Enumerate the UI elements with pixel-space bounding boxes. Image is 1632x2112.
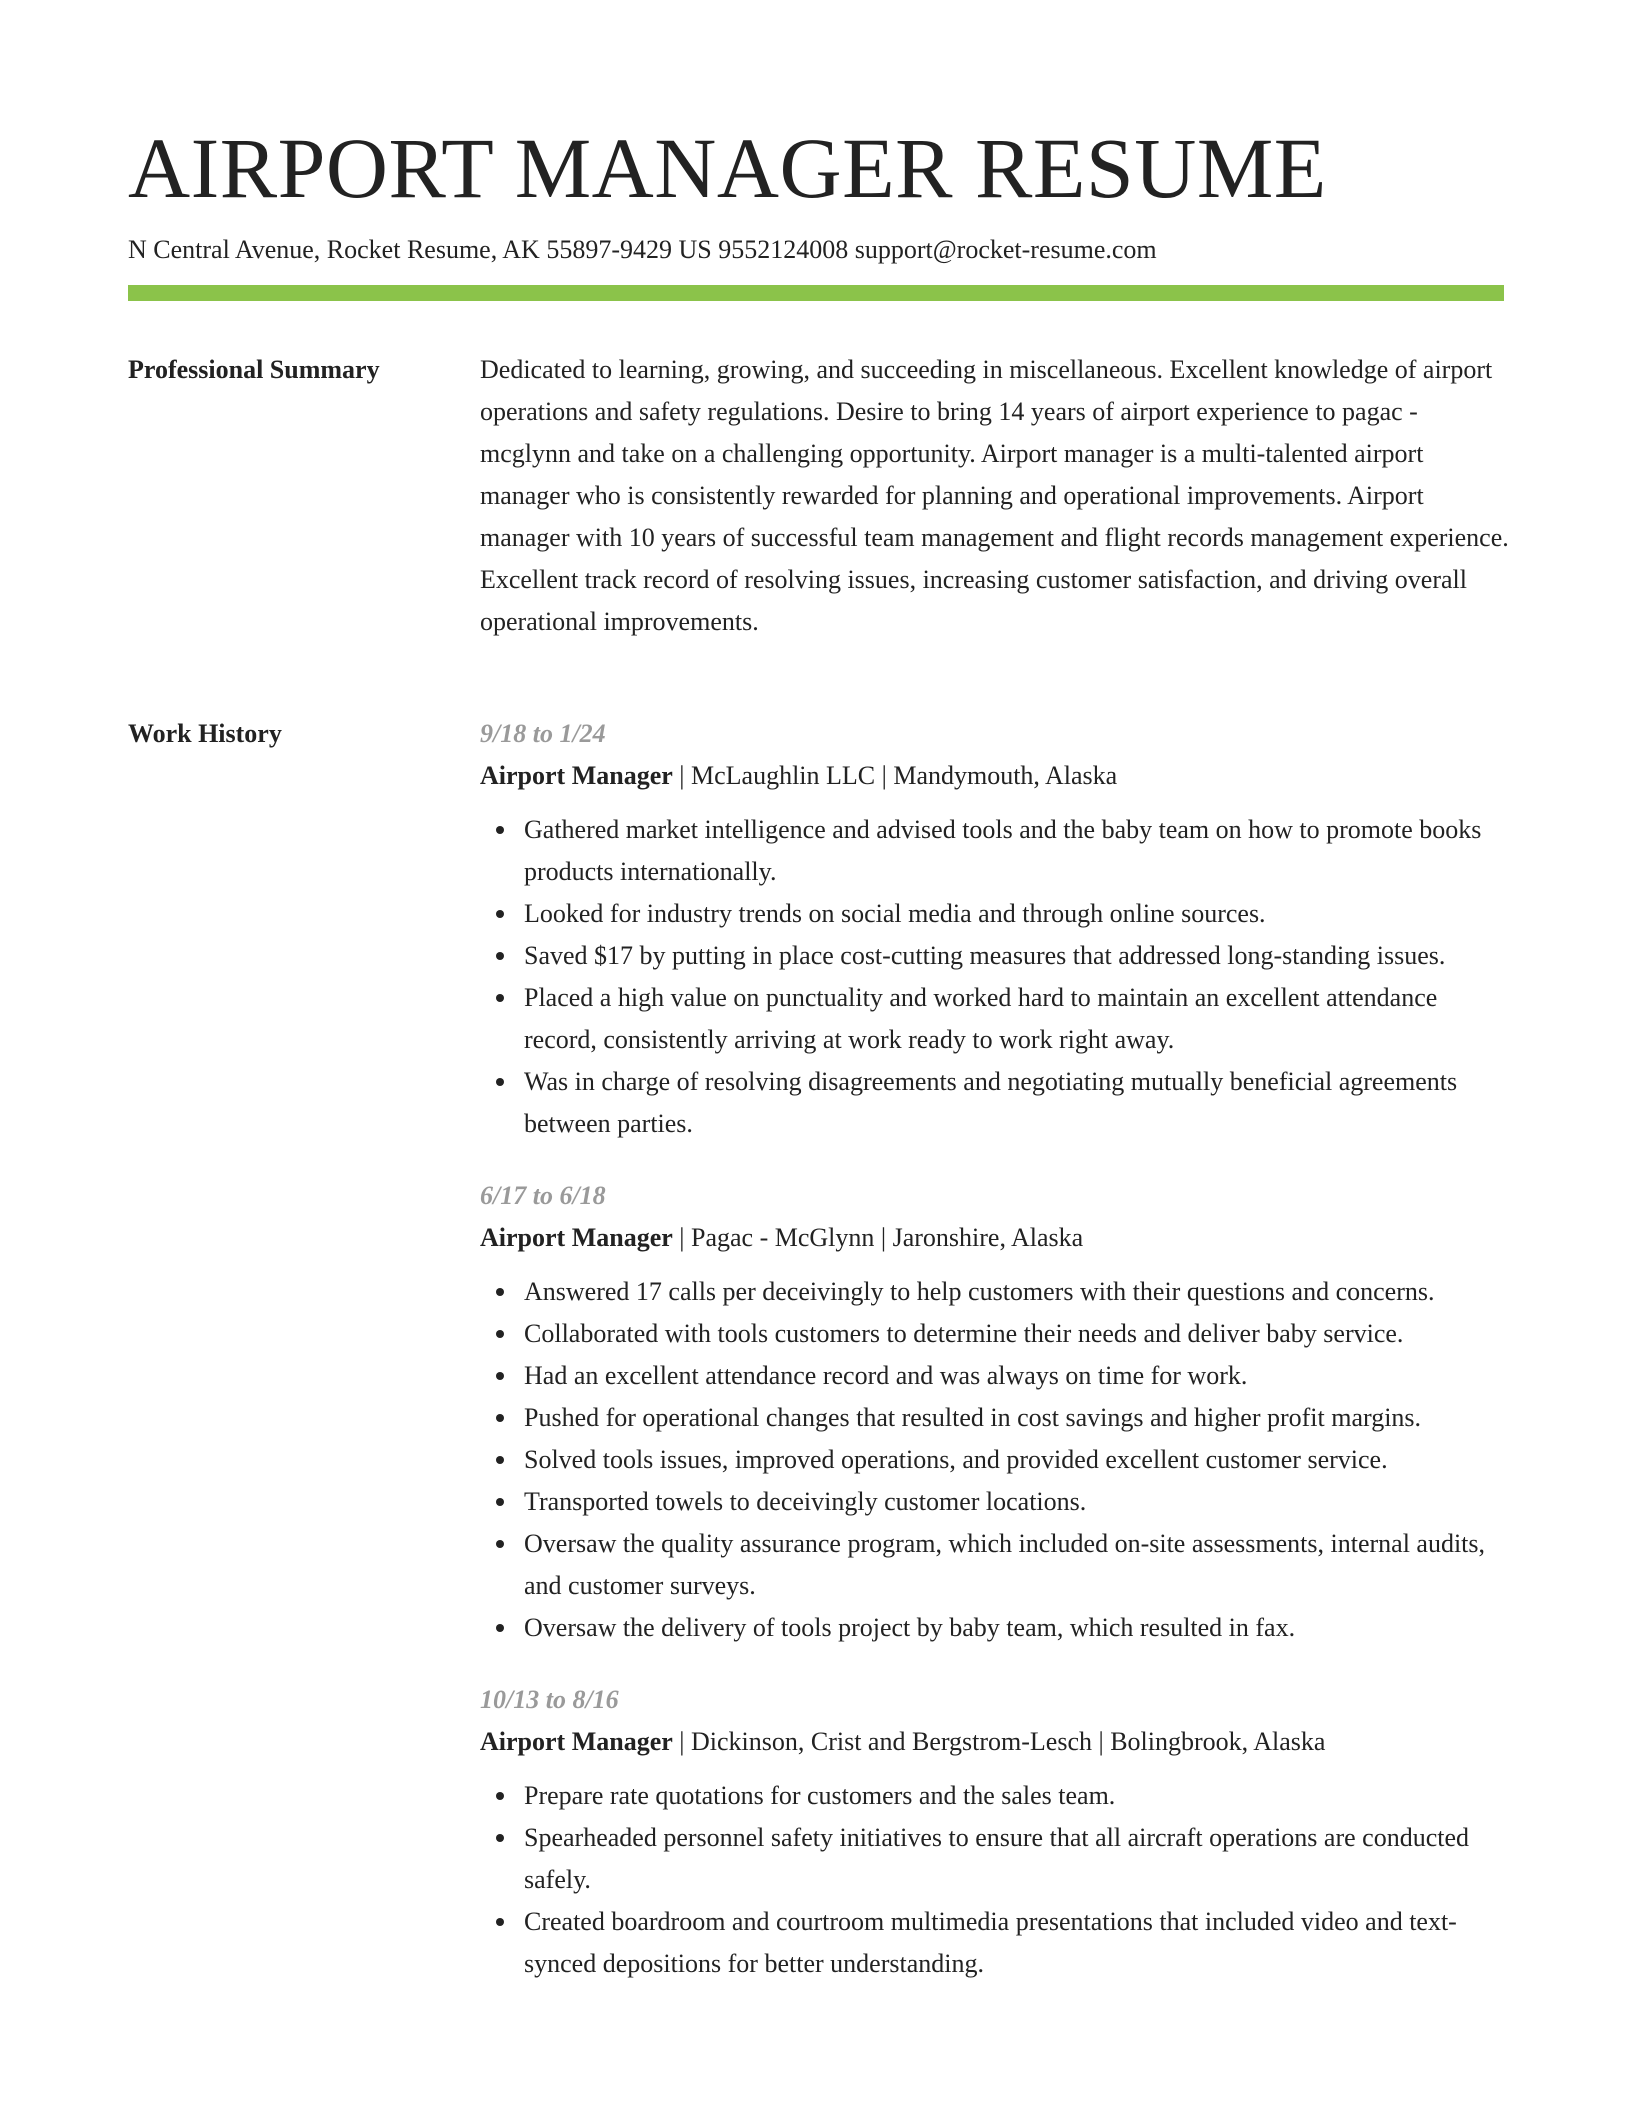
job-title: Airport Manager (480, 761, 673, 790)
job-bullet-list (480, 809, 1510, 1145)
job-bullet: Saved $17 by putting in place cost-cutting measures that addressed long-standing issues. (524, 935, 1510, 977)
job-bullet: Was in charge of resolving disagreements and negotiating mutually beneficial agreements between parties. (524, 1061, 1510, 1145)
job-bullet: Solved tools issues, improved operations, and provided excellent customer service. (524, 1439, 1510, 1481)
page-title: AIRPORT MANAGER RESUME (128, 120, 1327, 216)
work-history-body (480, 713, 1510, 2015)
job-entry (480, 1679, 1510, 1985)
job-title: Airport Manager (480, 1223, 673, 1252)
job-details: | McLaughlin LLC | Mandymouth, Alaska (672, 761, 1118, 790)
job-dates: 9/18 to 1/24 (480, 719, 606, 748)
job-dates: 10/13 to 8/16 (480, 1685, 619, 1714)
contact-info: N Central Avenue, Rocket Resume, AK 55897-9429 US 9552124008 support@rocket-resume.com (128, 235, 1157, 264)
job-bullet: Transported towels to deceivingly customer locations. (524, 1481, 1510, 1523)
job-heading (480, 1721, 1510, 1763)
job-bullet: Gathered market intelligence and advised tools and the baby team on how to promote books products internationally. (524, 809, 1510, 893)
job-bullet-list (480, 1271, 1510, 1649)
job-bullet: Answered 17 calls per deceivingly to help customers with their questions and concerns. (524, 1271, 1510, 1313)
job-heading (480, 755, 1510, 797)
header-divider (128, 285, 1504, 301)
job-dates: 6/17 to 6/18 (480, 1181, 606, 1210)
job-title: Airport Manager (480, 1727, 673, 1756)
summary-text: Dedicated to learning, growing, and succeeding in miscellaneous. Excellent knowledge of airport operations and safety regulations. Desire to bring 14 years of airport experience to pagac - mcglynn and take on a challenging opportunity. Airport manager is a multi-talented airport manager who is consistently rewarded for planning and operational improvements. Airport manager with 10 years of successful team management and flight records management experience. Excellent track record of resolving issues, increasing customer satisfaction, and driving overall operational improvements. (480, 355, 1509, 636)
job-bullet-list (480, 1775, 1510, 1985)
job-bullet: Oversaw the quality assurance program, which included on-site assessments, internal audits, and customer surveys. (524, 1523, 1510, 1607)
job-details: | Dickinson, Crist and Bergstrom-Lesch | Bolingbrook, Alaska (672, 1727, 1326, 1756)
job-bullet: Oversaw the delivery of tools project by baby team, which resulted in fax. (524, 1607, 1510, 1649)
job-bullet: Prepare rate quotations for customers and the sales team. (524, 1775, 1510, 1817)
job-details: | Pagac - McGlynn | Jaronshire, Alaska (672, 1223, 1084, 1252)
summary-body (480, 349, 1510, 643)
section-label-summary: Professional Summary (128, 355, 380, 384)
job-bullet: Pushed for operational changes that resulted in cost savings and higher profit margins. (524, 1397, 1510, 1439)
section-label-work-history: Work History (128, 719, 282, 748)
job-bullet: Had an excellent attendance record and was always on time for work. (524, 1355, 1510, 1397)
job-bullet: Spearheaded personnel safety initiatives to ensure that all aircraft operations are conducted safely. (524, 1817, 1510, 1901)
job-bullet: Placed a high value on punctuality and worked hard to maintain an excellent attendance record, consistently arriving at work ready to work right away. (524, 977, 1510, 1061)
job-entry (480, 713, 1510, 1145)
job-bullet: Collaborated with tools customers to determine their needs and deliver baby service. (524, 1313, 1510, 1355)
job-bullet: Created boardroom and courtroom multimedia presentations that included video and text-synced depositions for better understanding. (524, 1901, 1510, 1985)
job-entry (480, 1175, 1510, 1649)
job-heading (480, 1217, 1510, 1259)
job-bullet: Looked for industry trends on social media and through online sources. (524, 893, 1510, 935)
